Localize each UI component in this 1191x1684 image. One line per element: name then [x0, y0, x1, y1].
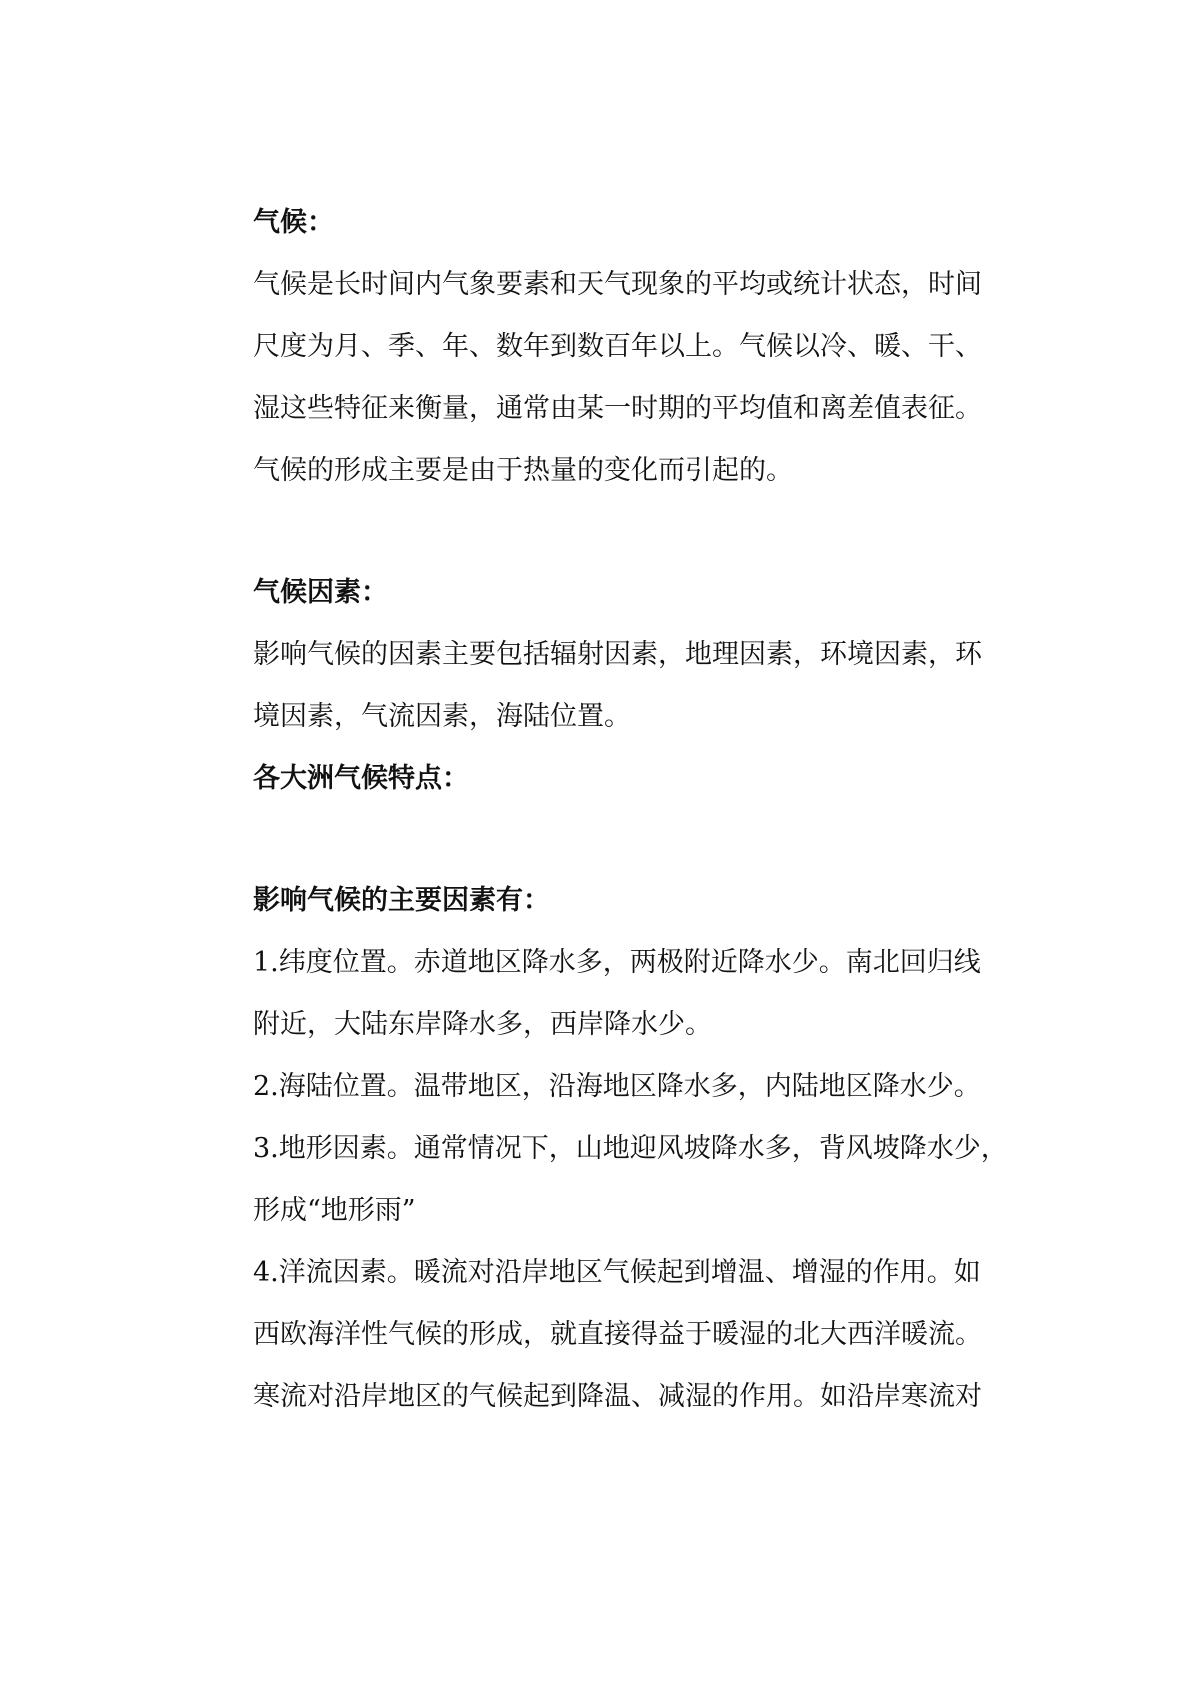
paragraph-line: 影响气候的因素主要包括辐射因素，地理因素，环境因素，环: [253, 639, 982, 670]
paragraph-line: 气候的形成主要是由于热量的变化而引起的。: [253, 455, 793, 486]
paragraph-line: 尺度为月、季、年、数年到数百年以上。气候以冷、暖、干、: [253, 331, 982, 362]
section-gap: [253, 502, 1013, 562]
list-item-line: 寒流对沿岸地区的气候起到降温、减湿的作用。如沿岸寒流对: [253, 1381, 982, 1412]
list-item-line: 1.纬度位置。赤道地区降水多，两极附近降水少。南北回归线: [253, 947, 981, 978]
section-gap: [253, 810, 1013, 870]
document-body: [253, 192, 1013, 1428]
section-heading-climate: 气候：: [253, 207, 334, 238]
list-item-line: 4.洋流因素。暖流对沿岸地区气候起到增温、增湿的作用。如: [253, 1257, 981, 1288]
paragraph-line: 湿这些特征来衡量，通常由某一时期的平均值和离差值表征。: [253, 393, 982, 424]
list-item-line: 2.海陆位置。温带地区，沿海地区降水多，内陆地区降水少。: [253, 1071, 981, 1102]
list-item-line: 3.地形因素。通常情况下，山地迎风坡降水多，背风坡降水少，: [253, 1133, 1008, 1164]
list-item-line: 形成“地形雨”: [253, 1195, 416, 1226]
section-heading-main-factors: 影响气候的主要因素有：: [253, 885, 550, 916]
paragraph-line: 气候是长时间内气象要素和天气现象的平均或统计状态，时间: [253, 269, 982, 300]
paragraph-line: 境因素，气流因素，海陆位置。: [253, 701, 631, 732]
list-item-line: 附近，大陆东岸降水多，西岸降水少。: [253, 1009, 712, 1040]
section-heading-climate-factors: 气候因素：: [253, 577, 388, 608]
section-heading-continents: 各大洲气候特点：: [253, 763, 469, 794]
list-item-line: 西欧海洋性气候的形成，就直接得益于暖湿的北大西洋暖流。: [253, 1319, 982, 1350]
